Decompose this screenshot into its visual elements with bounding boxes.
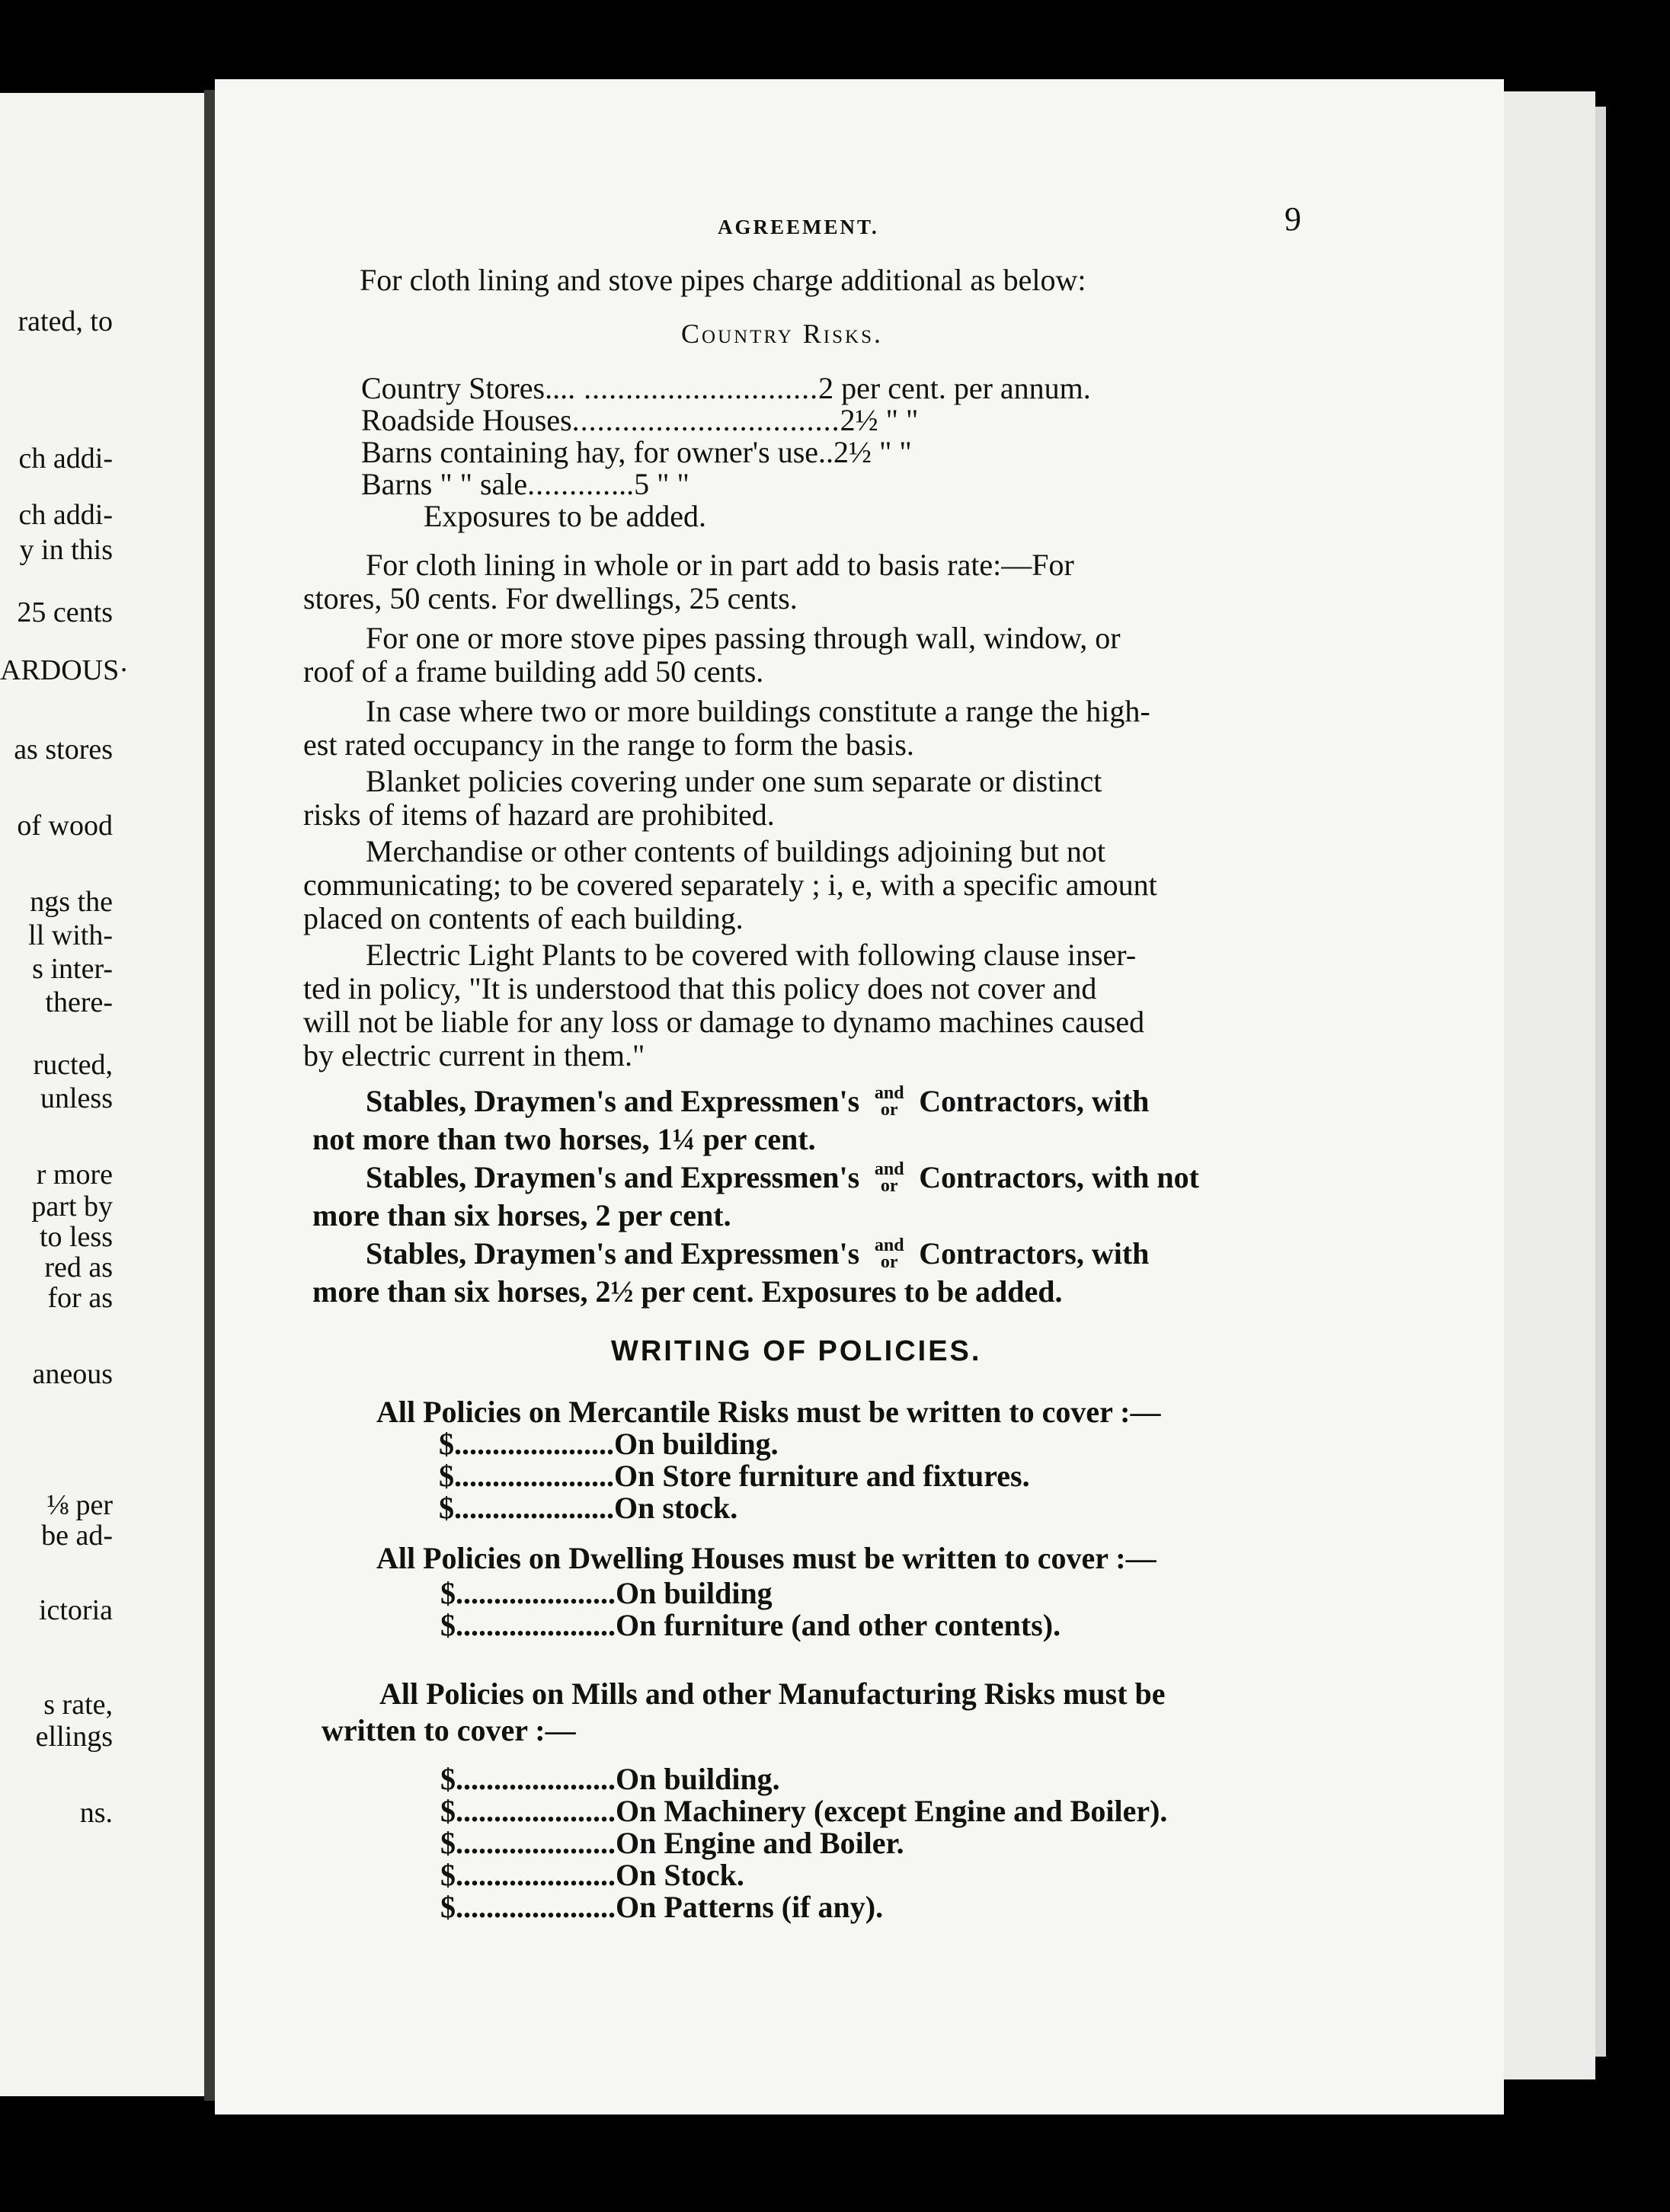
- page-edge-shadow: [1595, 107, 1606, 2057]
- mills-item: $.....................On building.: [440, 1762, 780, 1796]
- left-page-fragment: be ad-: [41, 1520, 113, 1552]
- paragraph-merchandise-3: placed on contents of each building.: [303, 901, 744, 935]
- risk-row: [361, 468, 689, 501]
- left-page-fragment: r more: [36, 1159, 113, 1191]
- and-or-stack: [867, 1085, 911, 1118]
- stables-six-horses: [366, 1161, 1199, 1194]
- mills-intro-2: written to cover :—: [322, 1713, 576, 1747]
- left-page-fragment: part by: [31, 1191, 113, 1223]
- paragraph-range-2: est rated occupancy in the range to form the basis.: [303, 727, 914, 762]
- left-page-fragment: ll with-: [28, 919, 113, 951]
- exposures-note: Exposures to be added.: [424, 499, 707, 533]
- left-page-fragment: y in this: [19, 534, 113, 566]
- dwelling-item: $.....................On building: [440, 1576, 773, 1610]
- risk-rate: ...5 " ": [611, 467, 689, 501]
- paragraph-electric-3: will not be liable for any loss or damage to dynamo machines caused: [303, 1005, 1145, 1039]
- paragraph-cloth-lining: For cloth lining in whole or in part add to basis rate:—For: [366, 548, 1074, 582]
- paragraph-stove-pipes: For one or more stove pipes passing through wall, window, or: [366, 621, 1121, 655]
- left-page-fragment: aneous: [32, 1358, 113, 1390]
- stables-more-than-six-2: more than six horses, 2½ per cent. Exposures to be added.: [312, 1274, 1063, 1309]
- stack-or: or: [880, 1100, 898, 1120]
- risk-label: Roadside Houses: [361, 403, 572, 437]
- left-page-fragment: rated, to: [18, 305, 113, 337]
- risk-label: Country Stores....: [361, 371, 576, 405]
- left-page-fragment: there-: [45, 986, 113, 1018]
- page-9: [215, 79, 1504, 2115]
- stables-text-end: Contractors, with not: [919, 1160, 1199, 1194]
- risk-dots: ..........: [527, 467, 612, 501]
- left-page-fragment: s inter-: [32, 953, 113, 985]
- country-risks-title: Country Risks.: [681, 318, 883, 349]
- mills-item: $.....................On Engine and Boiler.: [440, 1826, 904, 1860]
- paragraph-blanket: Blanket policies covering under one sum separate or distinct: [366, 764, 1102, 798]
- mercantile-item: $.....................On building.: [439, 1427, 779, 1461]
- stack-and: and: [874, 1159, 904, 1179]
- left-page-fragment: ictoria: [38, 1594, 113, 1626]
- paragraph-electric-4: by electric current in them.": [303, 1038, 645, 1072]
- mercantile-item: $.....................On stock.: [439, 1491, 738, 1525]
- paragraph-electric: Electric Light Plants to be covered with following clause inser-: [366, 938, 1137, 972]
- left-page-fragment: 25 cents: [17, 596, 113, 628]
- risk-label: Barns " " sale: [361, 467, 528, 501]
- left-page-fragment: of wood: [17, 810, 113, 842]
- left-page-fragment: unless: [40, 1082, 113, 1114]
- paragraph-stove-pipes-2: roof of a frame building add 50 cents.: [303, 654, 764, 689]
- stables-text: Stables, Draymen's and Expressmen's: [366, 1160, 860, 1194]
- stables-text-end: Contractors, with: [919, 1084, 1150, 1118]
- stables-two-horses: [366, 1085, 1149, 1118]
- stack-and: and: [874, 1235, 904, 1255]
- left-page-fragment: as stores: [14, 734, 113, 766]
- stack-or: or: [880, 1252, 898, 1272]
- stables-six-horses-2: more than six horses, 2 per cent.: [312, 1198, 731, 1232]
- dwelling-item: $.....................On furniture (and other contents).: [440, 1608, 1061, 1642]
- left-page-fragment: ructed,: [33, 1049, 113, 1081]
- left-page-fragment: ch addi-: [18, 499, 113, 531]
- mills-item: $.....................On Stock.: [440, 1858, 744, 1892]
- left-page-fragment: s rate,: [43, 1689, 113, 1721]
- left-page-fragment: ellings: [35, 1721, 113, 1753]
- paragraph-blanket-2: risks of items of hazard are prohibited.: [303, 798, 775, 832]
- mercantile-intro: All Policies on Mercantile Risks must be written to cover :—: [376, 1395, 1161, 1429]
- left-page-fragment: for as: [47, 1282, 113, 1314]
- risk-row: [361, 436, 912, 469]
- dwelling-intro: All Policies on Dwelling Houses must be written to cover :—: [376, 1541, 1157, 1575]
- risk-dots: ............................: [575, 371, 819, 405]
- left-page-fragment: red as: [44, 1251, 113, 1283]
- left-page-fragment: to less: [39, 1221, 113, 1253]
- running-title: AGREEMENT.: [718, 216, 879, 238]
- stables-text-end: Contractors, with: [919, 1236, 1150, 1271]
- risk-rate: 2½ " ": [833, 435, 912, 469]
- risk-rate: 2½ " ": [840, 403, 919, 437]
- left-facing-page: [0, 93, 204, 2096]
- risk-row: [361, 372, 1091, 405]
- mills-item: $.....................On Machinery (except Engine and Boiler).: [440, 1794, 1168, 1828]
- paragraph-merchandise-2: communicating; to be covered separately ; i, e, with a specific amount: [303, 868, 1157, 902]
- paragraph-cloth-lining-2: stores, 50 cents. For dwellings, 25 cents.: [303, 581, 798, 615]
- left-page-fragment: ns.: [79, 1797, 113, 1829]
- stables-text: Stables, Draymen's and Expressmen's: [366, 1236, 860, 1271]
- stack-or: or: [880, 1176, 898, 1196]
- mercantile-item: $.....................On Store furniture and fixtures.: [439, 1459, 1030, 1493]
- left-page-fragment: ⅛ per: [46, 1489, 113, 1521]
- paragraph-range: In case where two or more buildings constitute a range the high-: [366, 694, 1150, 728]
- risk-label: Barns containing hay, for owner's use..: [361, 435, 834, 469]
- stack-and: and: [874, 1083, 904, 1103]
- risk-dots: ................................: [571, 403, 840, 437]
- risk-row: [361, 404, 918, 437]
- paragraph-merchandise: Merchandise or other contents of buildings adjoining but not: [366, 834, 1105, 868]
- stables-two-horses-2: not more than two horses, 1¼ per cent.: [312, 1122, 816, 1156]
- intro-line: For cloth lining and stove pipes charge additional as below:: [360, 263, 1086, 297]
- left-page-fragment: ch addi-: [18, 443, 113, 475]
- mills-item: $.....................On Patterns (if any).: [440, 1890, 884, 1924]
- page-number: 9: [1284, 200, 1301, 238]
- paragraph-electric-2: ted in policy, "It is understood that this policy does not cover and: [303, 971, 1097, 1005]
- left-page-fragment: ngs the: [30, 886, 113, 918]
- and-or-stack: [867, 1237, 911, 1271]
- stables-more-than-six: [366, 1237, 1149, 1271]
- gutter-shadow: [204, 90, 215, 2101]
- stables-text: Stables, Draymen's and Expressmen's: [366, 1084, 860, 1118]
- risk-rate: 2 per cent. per annum.: [818, 371, 1091, 405]
- mills-intro: All Policies on Mills and other Manufacturing Risks must be: [379, 1677, 1166, 1711]
- writing-of-policies-heading: WRITING OF POLICIES.: [611, 1335, 982, 1367]
- back-page-edge: [1504, 91, 1595, 2079]
- left-page-fragment: ARDOUS·: [0, 654, 129, 686]
- and-or-stack: [867, 1161, 911, 1194]
